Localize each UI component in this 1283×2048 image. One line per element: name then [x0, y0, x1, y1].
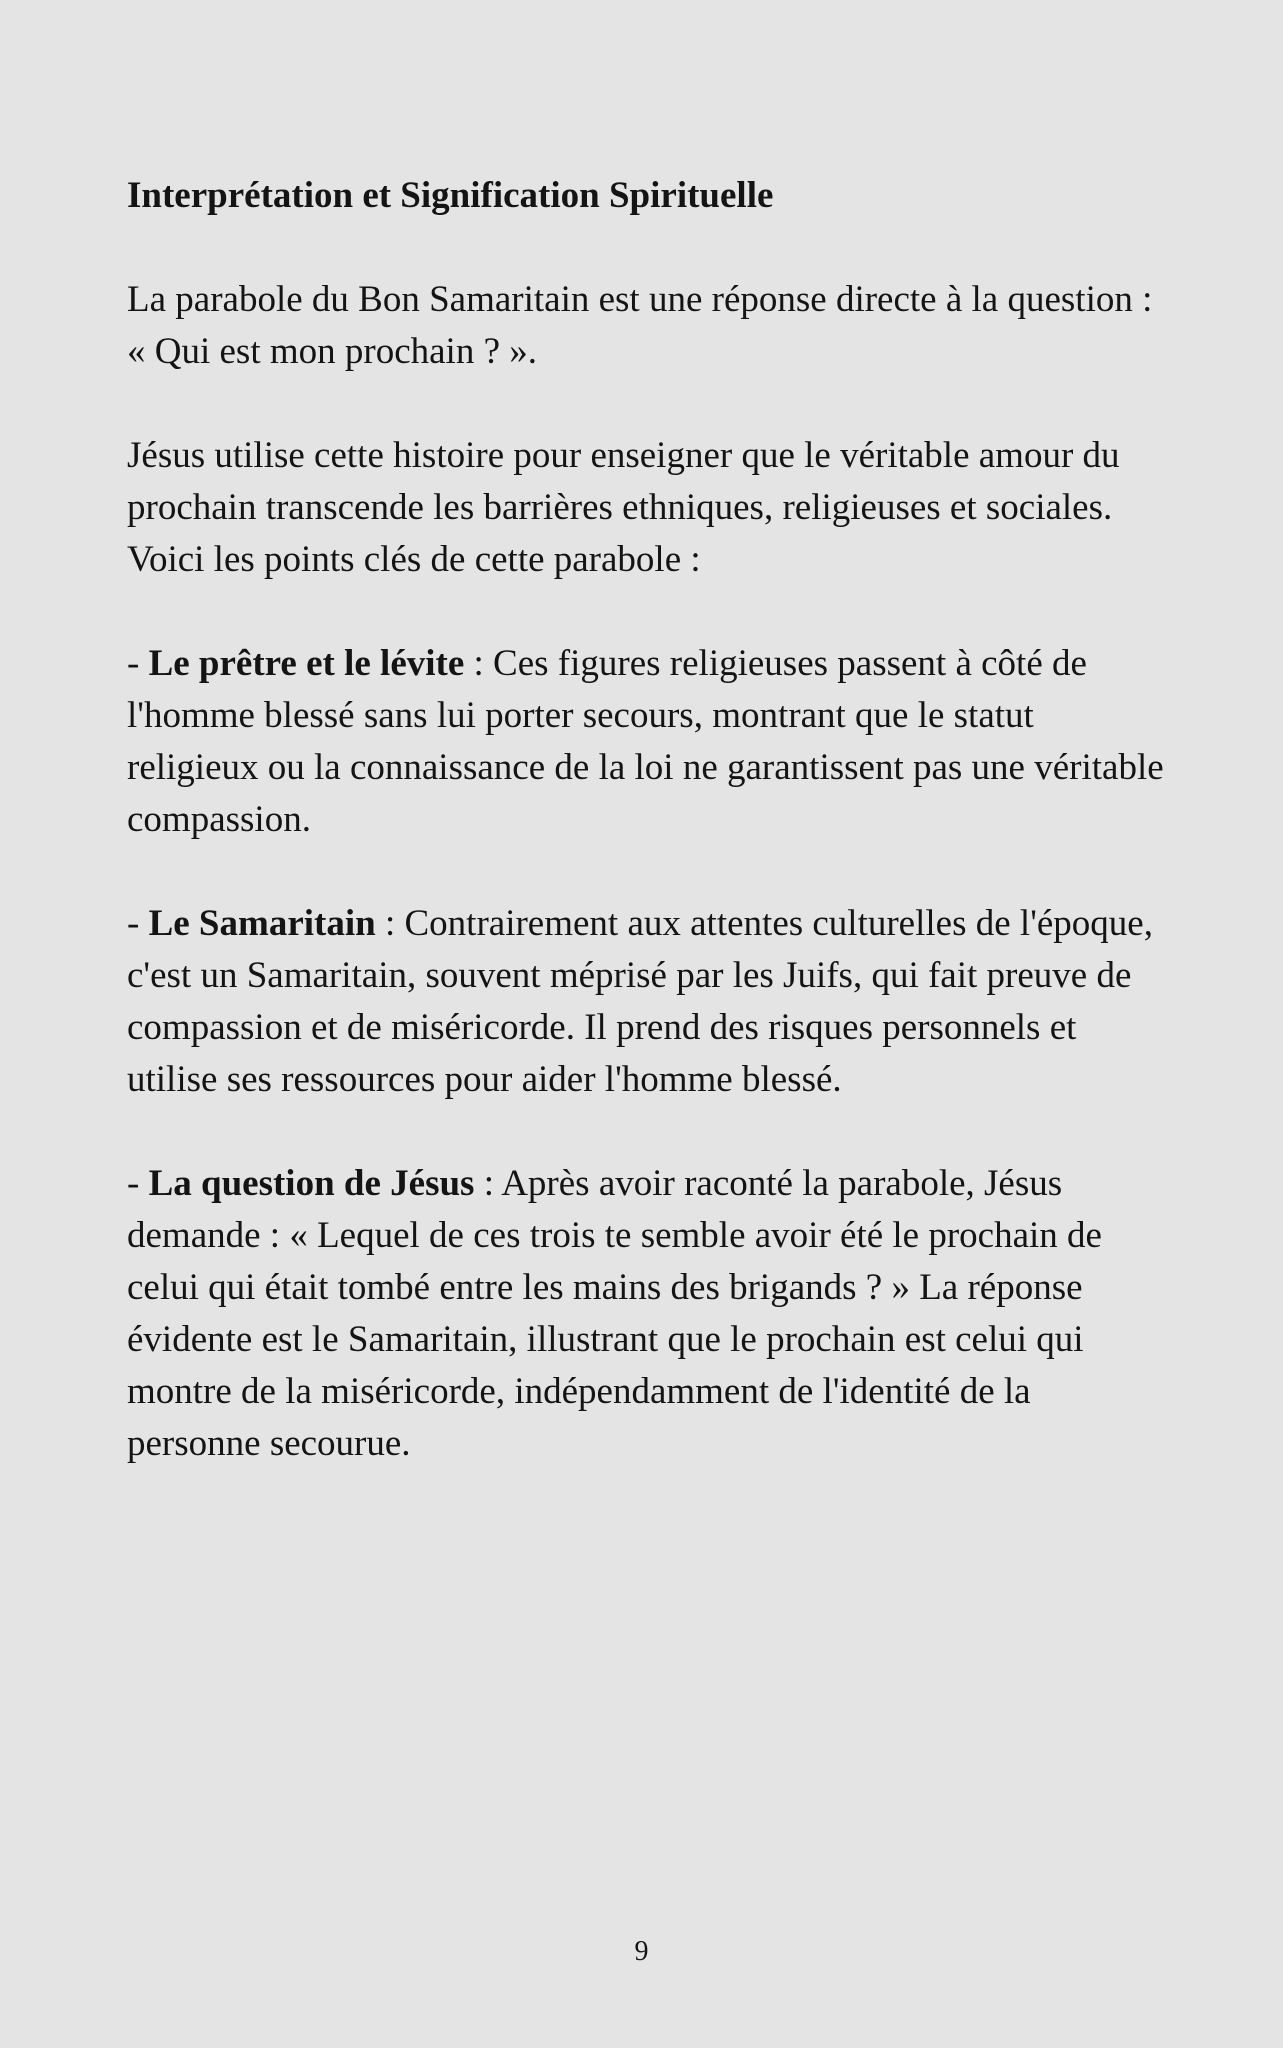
- intro-paragraph: La parabole du Bon Samaritain est une réponse directe à la question : « Qui est mon prochain ? ».: [127, 279, 1153, 372]
- context-paragraph: Jésus utilise cette histoire pour enseigner que le véritable amour du prochain transcende les barrières ethniques, religieuses et sociales. Voici les points clés de cette parabole :: [127, 435, 1120, 580]
- point-text: : Ces figures religieuses passent à côté de l'homme blessé sans lui porter secours, montrant que le statut religieux ou la connaissance de la loi ne garantissent pas une véritable compassion.: [127, 643, 1164, 840]
- point-priest-levite: [127, 638, 1167, 846]
- section-heading: Interprétation et Signification Spirituelle: [127, 175, 774, 216]
- page-content: [127, 170, 1167, 1522]
- page-number: 9: [634, 1936, 649, 1967]
- point-term: Le Samaritain: [148, 903, 376, 944]
- point-prefix: -: [127, 643, 149, 684]
- point-prefix: -: [127, 903, 149, 944]
- point-term: Le prêtre et le lévite: [148, 643, 465, 684]
- point-prefix: -: [127, 1163, 149, 1204]
- point-jesus-question: [127, 1158, 1167, 1470]
- point-text: : Après avoir raconté la parabole, Jésus demande : « Lequel de ces trois te semble avoir été le prochain de celui qui était tombé entre les mains des brigands ? » La réponse évidente est le Samaritain, illustrant que le prochain est celui qui montre de la miséricorde, indépendamment de l'identité de la personne secourue.: [127, 1163, 1102, 1464]
- point-samaritan: [127, 898, 1167, 1106]
- point-text: : Contrairement aux attentes culturelles de l'époque, c'est un Samaritain, souvent méprisé par les Juifs, qui fait preuve de compassion et de miséricorde. Il prend des risques personnels et utilise ses ressources pour aider l'homme blessé.: [127, 903, 1153, 1100]
- point-term: La question de Jésus: [148, 1163, 475, 1204]
